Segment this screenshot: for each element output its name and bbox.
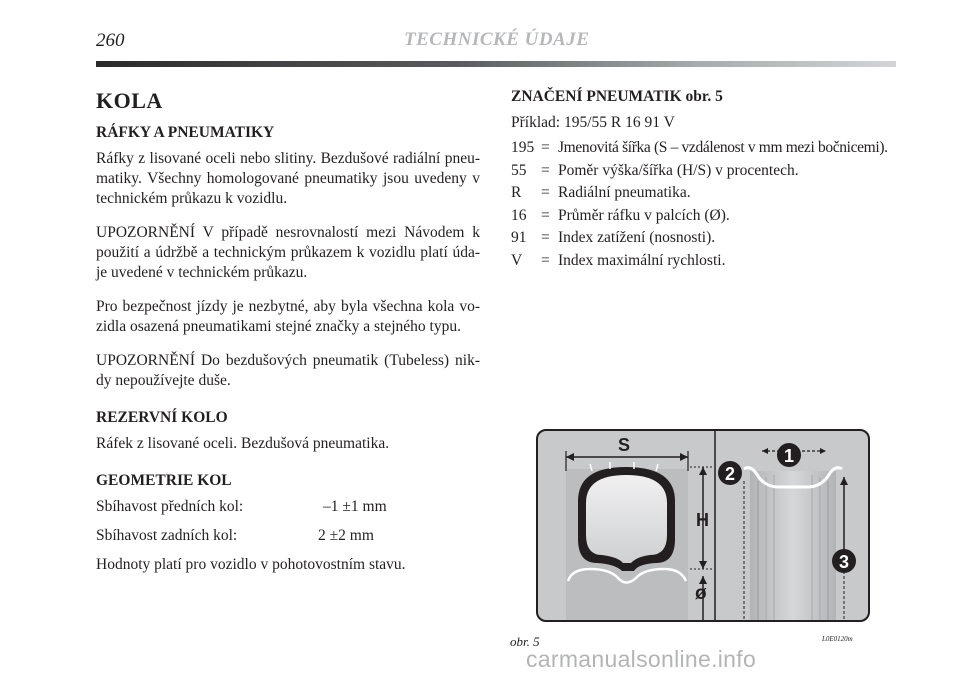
code: V: [511, 251, 523, 269]
code: 195: [511, 139, 535, 156]
code-desc: Jmenovitá šířka (S – vzdálenost v mm mezi bočnicemi).: [558, 139, 888, 156]
code: 55: [511, 161, 527, 179]
tire-marking-title: ZNAČENÍ PNEUMATIK obr. 5: [511, 88, 723, 105]
header-rule: [96, 61, 896, 67]
left-column: [96, 88, 480, 575]
code-eq: =: [541, 251, 550, 269]
code-row: [511, 206, 901, 226]
callout-1: [777, 443, 801, 467]
code-desc: Radiální pneumatika.: [558, 184, 691, 201]
code: 91: [511, 229, 527, 246]
rims-text: Ráfky z lisované oceli nebo slitiny. Bezdušové radiální pneu-matiky. Všechny homologované pneumatiky jsou uvedeny v technickém průkazu k vozidlu.: [96, 150, 480, 207]
tire-inner: [586, 475, 667, 563]
code-desc: Index maximální rychlosti.: [558, 251, 726, 269]
code-eq: =: [541, 229, 550, 246]
code-desc: Průměr ráfku v palcích (Ø).: [558, 206, 730, 224]
label-h: H: [696, 510, 709, 530]
code-row: [511, 183, 901, 203]
code: 16: [511, 206, 527, 224]
svg-text:3: 3: [838, 552, 850, 572]
tire-cross-section: [566, 462, 688, 620]
figure-caption: obr. 5: [510, 634, 540, 649]
section-title: KOLA: [96, 88, 163, 113]
width-dimension: [566, 435, 688, 471]
figure-code: L0E0120m: [822, 635, 853, 643]
tire-figure: [536, 429, 870, 622]
code-eq: =: [541, 184, 550, 201]
warning-documents: UPOZORNĚNÍ V případě nesrovnalostí mezi Návodem k použití a údržbě a technickým průkazem k vozidlu platí úda-je uvedené v technickém průkazu.: [96, 224, 480, 281]
callout-2: [718, 461, 742, 485]
code-eq: =: [541, 161, 550, 179]
geometry-label: Sbíhavost předních kol:: [96, 498, 244, 515]
svg-text:2: 2: [724, 464, 736, 484]
code-row: [511, 138, 901, 158]
geometry-row-rear: [96, 526, 480, 546]
code-eq: =: [541, 206, 550, 224]
geometry-row-front: [96, 497, 480, 517]
code-row: [511, 228, 901, 248]
safety-text: Pro bezpečnost jízdy je nezbytné, aby byla všechna kola vo-zidla osazená pneumatikami stejné značky a stejného typu.: [96, 298, 480, 335]
code-desc: Index zatížení (nosnosti).: [558, 229, 716, 246]
geometry-value: 2 ±2 mm: [318, 527, 374, 544]
watermark: carmanualsonline.info: [526, 646, 757, 672]
geometry-label: Sbíhavost zadních kol:: [96, 527, 238, 544]
geometry-note: Hodnoty platí pro vozidlo v pohotovostním stavu.: [96, 556, 406, 573]
spare-text: Ráfek z lisované oceli. Bezdušová pneumatika.: [96, 435, 390, 452]
code-row: [511, 251, 901, 271]
label-s: S: [618, 435, 631, 455]
code-row: [511, 161, 901, 181]
warning-tubeless: UPOZORNĚNÍ Do bezdušových pneumatik (Tubeless) nik-dy nepoužívejte duše.: [96, 352, 480, 389]
label-diameter: ø: [695, 583, 707, 604]
rims-heading: RÁFKY A PNEUMATIKY: [96, 124, 275, 141]
geometry-heading: GEOMETRIE KOL: [96, 472, 232, 489]
code-eq: =: [541, 139, 550, 156]
code-desc: Poměr výška/šířka (H/S) v procentech.: [558, 161, 799, 179]
tire-sidewall: [744, 448, 848, 620]
spare-heading: REZERVNÍ KOLO: [96, 409, 228, 426]
diameter-dimension: [695, 576, 707, 620]
running-head: TECHNICKÉ ÚDAJE: [404, 29, 590, 50]
height-dimension: [690, 467, 712, 569]
tire-diagram: [538, 431, 868, 620]
geometry-value: –1 ±1 mm: [323, 498, 387, 515]
tire-example: Příklad: 195/55 R 16 91 V: [511, 114, 675, 131]
callout-3: [832, 549, 856, 573]
svg-text:1: 1: [783, 446, 795, 466]
code: R: [511, 184, 522, 201]
right-column: [511, 88, 901, 273]
page-number: 260: [96, 30, 125, 51]
